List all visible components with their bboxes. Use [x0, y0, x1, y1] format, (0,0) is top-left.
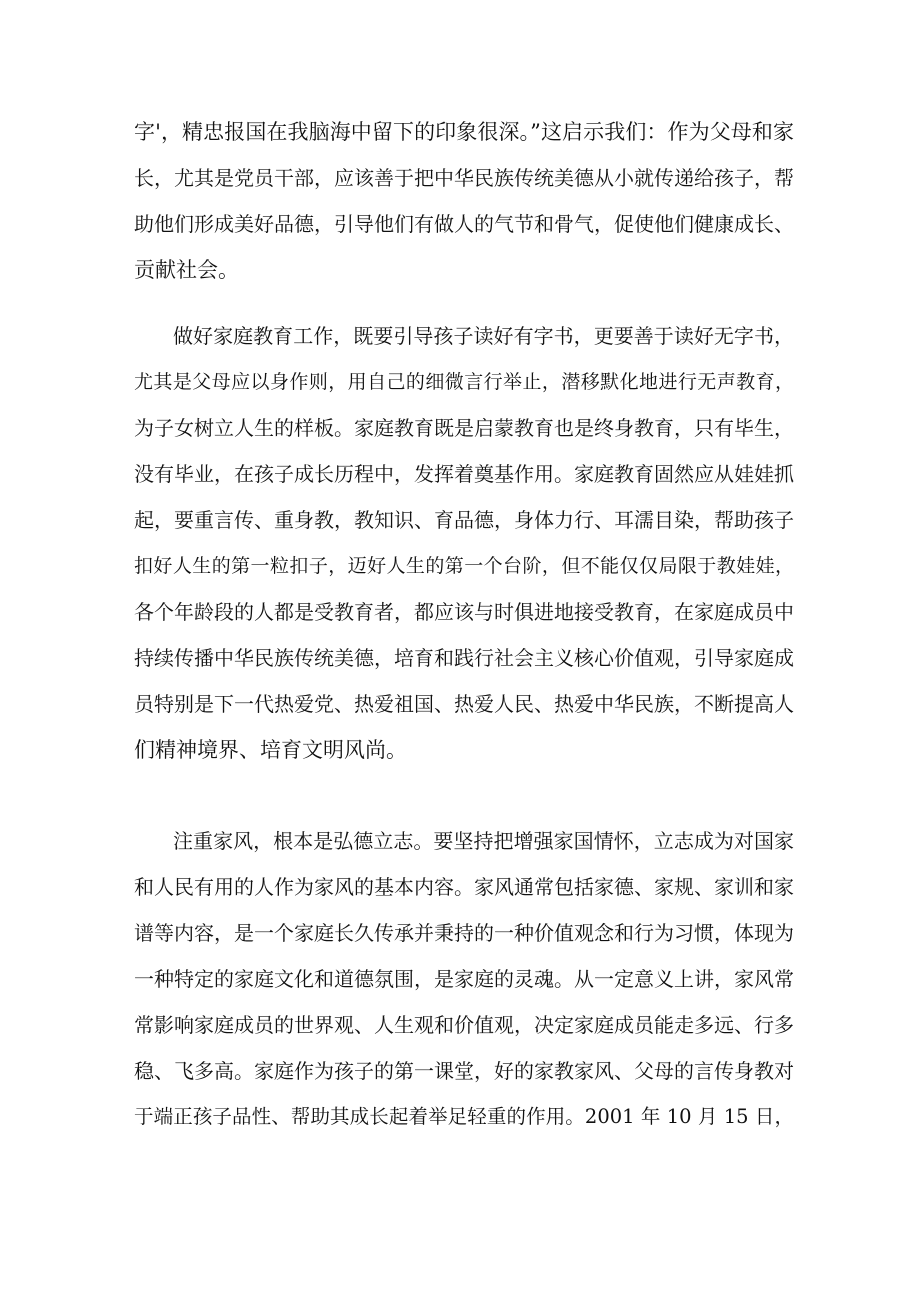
paragraph-3-line-1: 注重家风，根本是弘德立志。要坚持把增强家国情怀，立志成为对国家 — [173, 829, 794, 853]
paragraph-3-line-2: 和人民有用的人作为家风的基本内容。家风通常包括家德、家规、家训和家 — [134, 875, 794, 899]
paragraph-2-line-2: 尤其是父母应以身作则，用自己的细微言行举止，潜移默化地进行无声教育， — [134, 371, 794, 393]
paragraph-3-line-4: 一种特定的家庭文化和道德氛围，是家庭的灵魂。从一定意义上讲，家风常 — [134, 967, 794, 991]
paragraph-3-line-7: 于端正孩子品性、帮助其成长起着举足轻重的作用。2001 年 10 月 15 日， — [134, 1105, 794, 1128]
paragraph-2-line-7: 各个年龄段的人都是受教育者，都应该与时俱进地接受教育，在家庭成员中 — [134, 600, 794, 624]
paragraph-1-line-4: 贡献社会。 — [134, 258, 239, 282]
paragraph-1-line-1: 字'，精忠报国在我脑海中留下的印象很深。”这启示我们：作为父母和家 — [134, 120, 794, 144]
paragraph-2-line-4: 没有毕业，在孩子成长历程中，发挥着奠基作用。家庭教育固然应从娃娃抓 — [134, 462, 794, 486]
paragraph-1-line-3: 助他们形成美好品德，引导他们有做人的气节和骨气，促使他们健康成长、 — [134, 212, 794, 236]
paragraph-3-line-6: 稳、飞多高。家庭作为孩子的第一课堂，好的家教家风、父母的言传身教对 — [134, 1059, 794, 1083]
paragraph-2-line-5: 起，要重言传、重身教，教知识、育品德，身体力行、耳濡目染，帮助孩子 — [134, 508, 794, 532]
paragraph-2-line-9: 员特别是下一代热爱党、热爱祖国、热爱人民、热爱中华民族，不断提高人 — [134, 692, 794, 716]
paragraph-1-line-2: 长，尤其是党员干部，应该善于把中华民族传统美德从小就传递给孩子，帮 — [134, 166, 794, 190]
paragraph-3-line-5: 常影响家庭成员的世界观、人生观和价值观，决定家庭成员能走多远、行多 — [134, 1013, 794, 1037]
paragraph-2-line-1: 做好家庭教育工作，既要引导孩子读好有字书，更要善于读好无字书， — [173, 324, 794, 348]
paragraph-2-line-10: 们精神境界、培育文明风尚。 — [134, 738, 407, 762]
paragraph-2-line-3: 为子女树立人生的样板。家庭教育既是启蒙教育也是终身教育，只有毕生， — [134, 416, 794, 440]
paragraph-2-line-6: 扣好人生的第一粒扣子，迈好人生的第一个台阶，但不能仅仅局限于教娃娃， — [134, 555, 794, 577]
paragraph-2-line-8: 持续传播中华民族传统美德，培育和践行社会主义核心价值观，引导家庭成 — [134, 646, 794, 670]
paragraph-3-line-3: 谱等内容，是一个家庭长久传承并秉持的一种价值观念和行为习惯，体现为 — [134, 921, 794, 945]
